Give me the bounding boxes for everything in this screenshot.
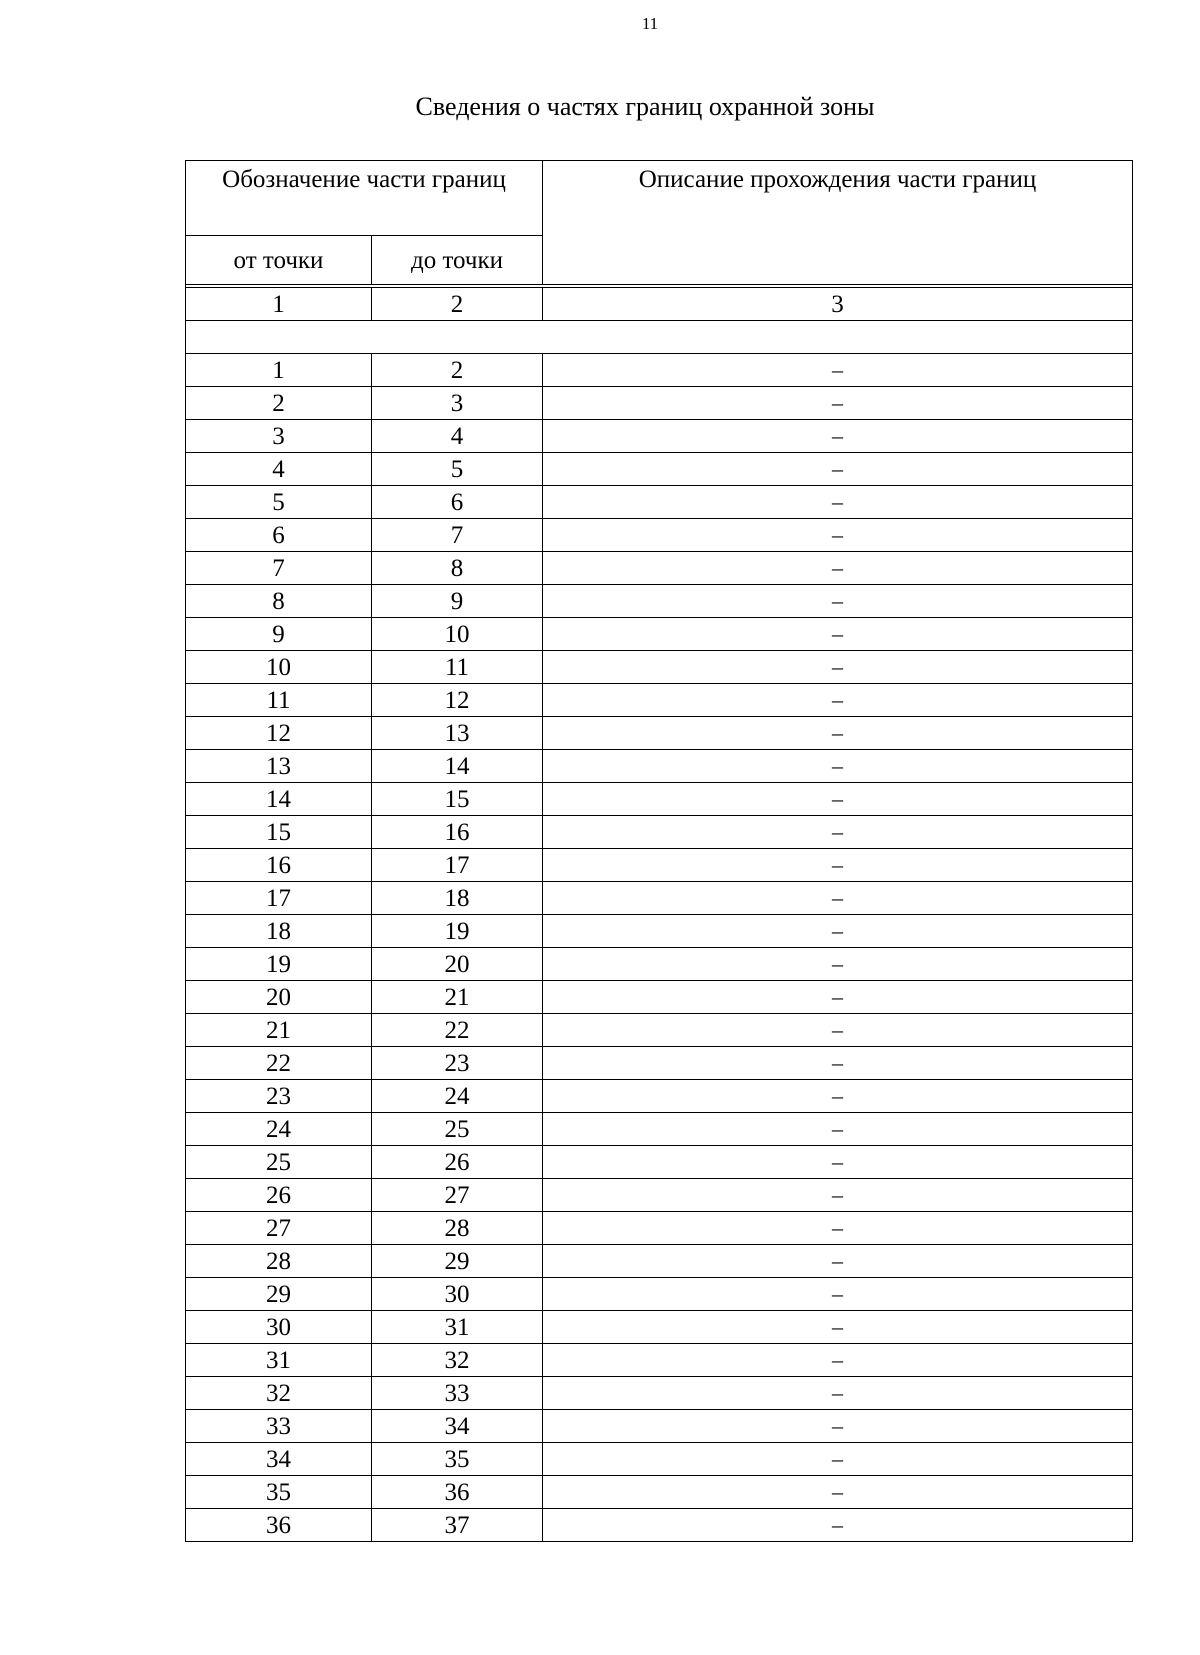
cell-from-point: 20 bbox=[186, 981, 372, 1014]
cell-description: – bbox=[543, 1377, 1133, 1410]
cell-to-point: 12 bbox=[372, 684, 543, 717]
cell-from-point: 26 bbox=[186, 1179, 372, 1212]
cell-to-point: 23 bbox=[372, 1047, 543, 1080]
table-row bbox=[186, 684, 1133, 717]
cell-from-point: 15 bbox=[186, 816, 372, 849]
cell-description: – bbox=[543, 1179, 1133, 1212]
table-row bbox=[186, 1245, 1133, 1278]
table-row bbox=[186, 420, 1133, 453]
cell-to-point: 17 bbox=[372, 849, 543, 882]
boundary-parts-table bbox=[185, 160, 1133, 1542]
cell-description: – bbox=[543, 1311, 1133, 1344]
cell-description: – bbox=[543, 948, 1133, 981]
table-row bbox=[186, 354, 1133, 387]
table-row bbox=[186, 1311, 1133, 1344]
table-row bbox=[186, 387, 1133, 420]
cell-from-point: 33 bbox=[186, 1410, 372, 1443]
cell-from-point: 36 bbox=[186, 1509, 372, 1542]
table-row bbox=[186, 1146, 1133, 1179]
cell-to-point: 8 bbox=[372, 552, 543, 585]
cell-description: – bbox=[543, 1410, 1133, 1443]
table-row bbox=[186, 651, 1133, 684]
header-designation: Обозначение части границ bbox=[186, 161, 543, 236]
cell-description: – bbox=[543, 1014, 1133, 1047]
cell-from-point: 2 bbox=[186, 387, 372, 420]
cell-description: – bbox=[543, 651, 1133, 684]
table-row bbox=[186, 1344, 1133, 1377]
cell-to-point: 24 bbox=[372, 1080, 543, 1113]
cell-from-point: 3 bbox=[186, 420, 372, 453]
cell-to-point: 31 bbox=[372, 1311, 543, 1344]
cell-description: – bbox=[543, 1080, 1133, 1113]
table-row bbox=[186, 717, 1133, 750]
table-row bbox=[186, 1179, 1133, 1212]
cell-from-point: 23 bbox=[186, 1080, 372, 1113]
table-row bbox=[186, 585, 1133, 618]
cell-to-point: 29 bbox=[372, 1245, 543, 1278]
table-row bbox=[186, 1476, 1133, 1509]
cell-from-point: 10 bbox=[186, 651, 372, 684]
cell-from-point: 13 bbox=[186, 750, 372, 783]
cell-to-point: 18 bbox=[372, 882, 543, 915]
table-row bbox=[186, 618, 1133, 651]
cell-to-point: 27 bbox=[372, 1179, 543, 1212]
cell-to-point: 37 bbox=[372, 1509, 543, 1542]
cell-to-point: 16 bbox=[372, 816, 543, 849]
table-row bbox=[186, 783, 1133, 816]
cell-to-point: 33 bbox=[372, 1377, 543, 1410]
table-row bbox=[186, 1443, 1133, 1476]
cell-description: – bbox=[543, 684, 1133, 717]
table-row bbox=[186, 1212, 1133, 1245]
cell-to-point: 34 bbox=[372, 1410, 543, 1443]
cell-to-point: 7 bbox=[372, 519, 543, 552]
table-row bbox=[186, 1278, 1133, 1311]
cell-to-point: 15 bbox=[372, 783, 543, 816]
header-from-point: от точки bbox=[186, 236, 372, 285]
cell-to-point: 36 bbox=[372, 1476, 543, 1509]
cell-from-point: 5 bbox=[186, 486, 372, 519]
cell-from-point: 12 bbox=[186, 717, 372, 750]
cell-description: – bbox=[543, 1212, 1133, 1245]
table-row bbox=[186, 1047, 1133, 1080]
cell-from-point: 35 bbox=[186, 1476, 372, 1509]
cell-to-point: 20 bbox=[372, 948, 543, 981]
cell-description: – bbox=[543, 816, 1133, 849]
cell-from-point: 22 bbox=[186, 1047, 372, 1080]
cell-to-point: 30 bbox=[372, 1278, 543, 1311]
table-row bbox=[186, 1509, 1133, 1542]
table-row bbox=[186, 816, 1133, 849]
cell-description: – bbox=[543, 486, 1133, 519]
cell-description: – bbox=[543, 915, 1133, 948]
column-number-2: 2 bbox=[372, 288, 543, 321]
cell-description: – bbox=[543, 981, 1133, 1014]
table-row bbox=[186, 552, 1133, 585]
cell-description: – bbox=[543, 1443, 1133, 1476]
table-row bbox=[186, 849, 1133, 882]
cell-from-point: 25 bbox=[186, 1146, 372, 1179]
cell-to-point: 19 bbox=[372, 915, 543, 948]
table-row bbox=[186, 519, 1133, 552]
cell-to-point: 32 bbox=[372, 1344, 543, 1377]
cell-from-point: 21 bbox=[186, 1014, 372, 1047]
table-row bbox=[186, 1113, 1133, 1146]
cell-from-point: 14 bbox=[186, 783, 372, 816]
cell-description: – bbox=[543, 618, 1133, 651]
header-row bbox=[186, 161, 1133, 236]
cell-from-point: 7 bbox=[186, 552, 372, 585]
cell-to-point: 35 bbox=[372, 1443, 543, 1476]
cell-description: – bbox=[543, 585, 1133, 618]
cell-from-point: 19 bbox=[186, 948, 372, 981]
table-row bbox=[186, 981, 1133, 1014]
table-row bbox=[186, 1014, 1133, 1047]
cell-to-point: 14 bbox=[372, 750, 543, 783]
cell-from-point: 11 bbox=[186, 684, 372, 717]
cell-description: – bbox=[543, 1344, 1133, 1377]
cell-from-point: 4 bbox=[186, 453, 372, 486]
cell-description: – bbox=[543, 750, 1133, 783]
cell-description: – bbox=[543, 420, 1133, 453]
table-row bbox=[186, 915, 1133, 948]
cell-description: – bbox=[543, 717, 1133, 750]
column-number-row bbox=[186, 288, 1133, 321]
header-description: Описание прохождения части границ bbox=[543, 161, 1133, 285]
cell-from-point: 18 bbox=[186, 915, 372, 948]
cell-to-point: 25 bbox=[372, 1113, 543, 1146]
cell-to-point: 26 bbox=[372, 1146, 543, 1179]
cell-to-point: 5 bbox=[372, 453, 543, 486]
table-row bbox=[186, 486, 1133, 519]
table-row bbox=[186, 1410, 1133, 1443]
header-to-point: до точки bbox=[372, 236, 543, 285]
cell-to-point: 9 bbox=[372, 585, 543, 618]
cell-from-point: 6 bbox=[186, 519, 372, 552]
cell-from-point: 31 bbox=[186, 1344, 372, 1377]
cell-description: – bbox=[543, 1047, 1133, 1080]
cell-description: – bbox=[543, 849, 1133, 882]
cell-to-point: 6 bbox=[372, 486, 543, 519]
cell-to-point: 11 bbox=[372, 651, 543, 684]
table-row bbox=[186, 882, 1133, 915]
cell-description: – bbox=[543, 354, 1133, 387]
cell-from-point: 27 bbox=[186, 1212, 372, 1245]
cell-from-point: 28 bbox=[186, 1245, 372, 1278]
cell-to-point: 13 bbox=[372, 717, 543, 750]
cell-description: – bbox=[543, 1146, 1133, 1179]
cell-to-point: 22 bbox=[372, 1014, 543, 1047]
cell-from-point: 32 bbox=[186, 1377, 372, 1410]
column-number-1: 1 bbox=[186, 288, 372, 321]
cell-from-point: 30 bbox=[186, 1311, 372, 1344]
table-row bbox=[186, 453, 1133, 486]
cell-to-point: 2 bbox=[372, 354, 543, 387]
cell-from-point: 16 bbox=[186, 849, 372, 882]
cell-description: – bbox=[543, 1113, 1133, 1146]
cell-description: – bbox=[543, 1509, 1133, 1542]
cell-description: – bbox=[543, 1476, 1133, 1509]
cell-description: – bbox=[543, 1278, 1133, 1311]
page-number: 11 bbox=[641, 14, 659, 33]
cell-description: – bbox=[543, 519, 1133, 552]
cell-from-point: 17 bbox=[186, 882, 372, 915]
cell-from-point: 9 bbox=[186, 618, 372, 651]
cell-to-point: 21 bbox=[372, 981, 543, 1014]
cell-to-point: 3 bbox=[372, 387, 543, 420]
table-row bbox=[186, 750, 1133, 783]
cell-from-point: 34 bbox=[186, 1443, 372, 1476]
document-title: Сведения о частях границ охранной зоны bbox=[415, 92, 875, 121]
cell-to-point: 4 bbox=[372, 420, 543, 453]
cell-description: – bbox=[543, 552, 1133, 585]
cell-to-point: 10 bbox=[372, 618, 543, 651]
cell-to-point: 28 bbox=[372, 1212, 543, 1245]
table-row bbox=[186, 1080, 1133, 1113]
blank-row bbox=[186, 321, 1133, 354]
cell-description: – bbox=[543, 783, 1133, 816]
table-row bbox=[186, 948, 1133, 981]
cell-description: – bbox=[543, 387, 1133, 420]
cell-description: – bbox=[543, 1245, 1133, 1278]
cell-from-point: 8 bbox=[186, 585, 372, 618]
cell-from-point: 24 bbox=[186, 1113, 372, 1146]
cell-from-point: 29 bbox=[186, 1278, 372, 1311]
column-number-3: 3 bbox=[543, 288, 1133, 321]
cell-from-point: 1 bbox=[186, 354, 372, 387]
cell-description: – bbox=[543, 882, 1133, 915]
table-row bbox=[186, 1377, 1133, 1410]
cell-description: – bbox=[543, 453, 1133, 486]
